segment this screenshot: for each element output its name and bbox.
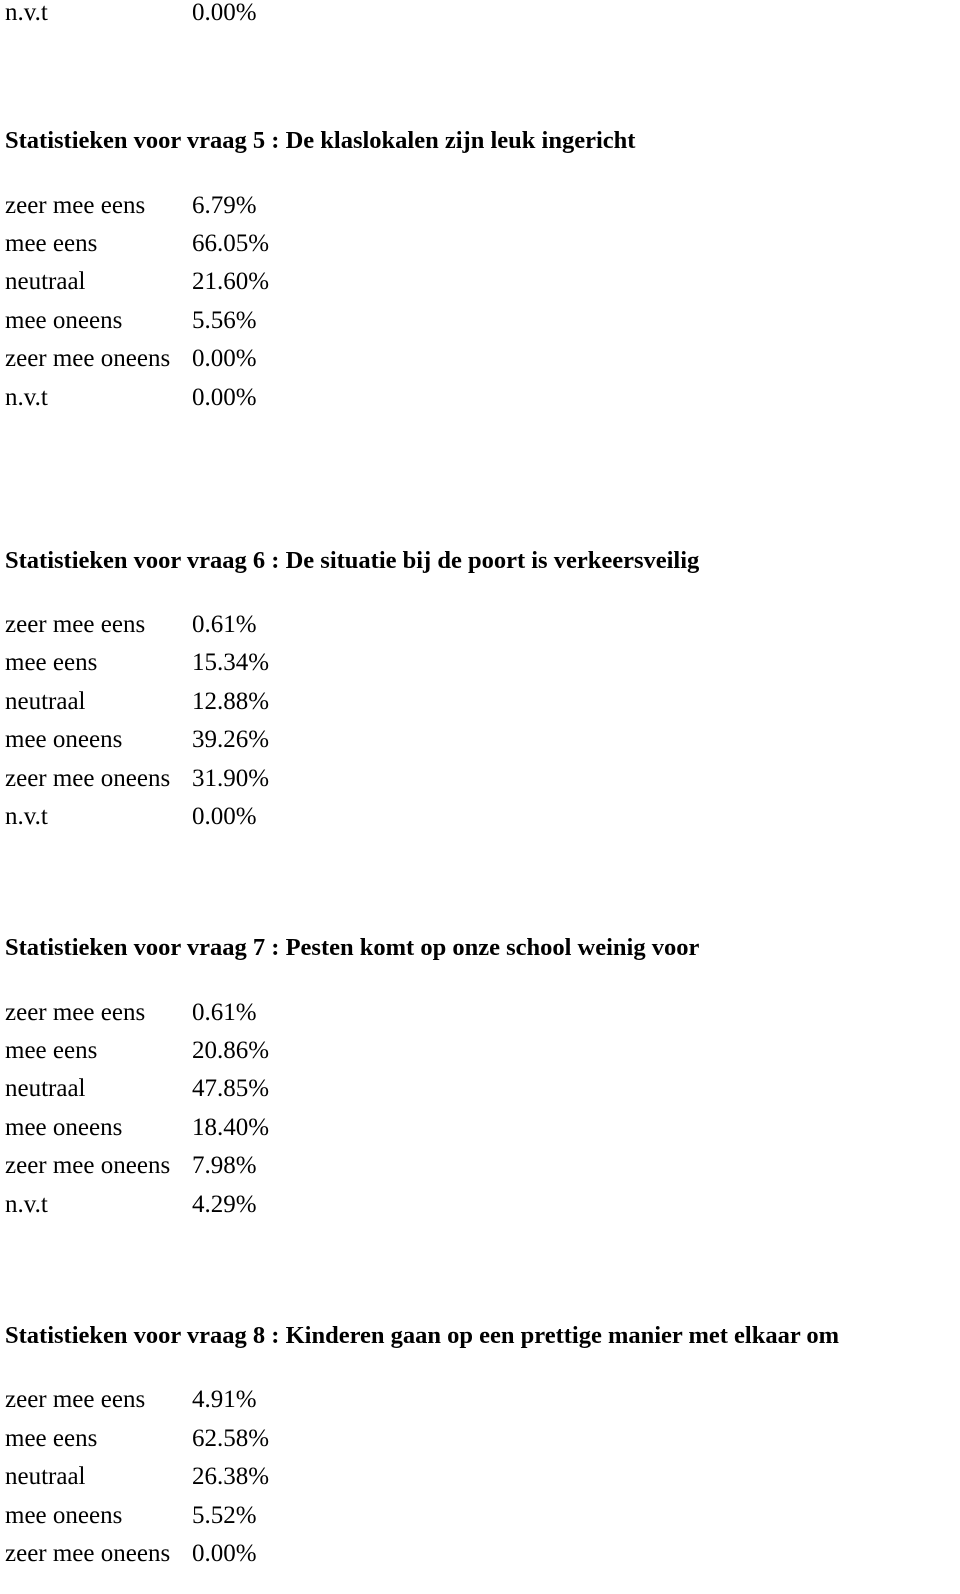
answer-percentage: 39.26% (192, 726, 270, 753)
answer-percentage: 0.00% (192, 384, 257, 411)
answer-percentage: 7.98% (192, 1152, 257, 1179)
answer-percentage: 0.61% (192, 999, 257, 1026)
section-heading: Statistieken voor vraag 8 : Kinderen gaan op een prettige manier met elkaar om (5, 1322, 840, 1349)
answer-percentage: 4.29% (192, 1191, 257, 1218)
answer-label: zeer mee oneens (5, 1540, 171, 1567)
answer-percentage: 0.00% (192, 803, 257, 830)
answer-label: zeer mee eens (5, 999, 146, 1026)
answer-percentage: 18.40% (192, 1114, 270, 1141)
answer-label: n.v.t (5, 1191, 48, 1218)
answer-label: n.v.t (5, 803, 48, 830)
answer-percentage: 66.05% (192, 230, 270, 257)
answer-label: n.v.t (5, 384, 48, 411)
answer-label: mee eens (5, 1425, 98, 1452)
answer-label: neutraal (5, 1463, 86, 1490)
answer-label: mee oneens (5, 307, 123, 334)
answer-percentage: 6.79% (192, 192, 257, 219)
answer-percentage: 12.88% (192, 688, 270, 715)
answer-percentage: 5.56% (192, 307, 257, 334)
section-heading: Statistieken voor vraag 6 : De situatie bij de poort is verkeersveilig (5, 547, 700, 574)
answer-label: zeer mee oneens (5, 765, 171, 792)
answer-label: n.v.t (5, 0, 48, 26)
answer-label: zeer mee oneens (5, 1152, 171, 1179)
answer-label: mee oneens (5, 1114, 123, 1141)
answer-label: mee eens (5, 230, 98, 257)
answer-percentage: 4.91% (192, 1386, 257, 1413)
answer-percentage: 62.58% (192, 1425, 270, 1452)
answer-percentage: 15.34% (192, 649, 270, 676)
answer-label: mee oneens (5, 1502, 123, 1529)
answer-percentage: 0.00% (192, 345, 257, 372)
answer-label: zeer mee eens (5, 611, 146, 638)
answer-percentage: 47.85% (192, 1075, 270, 1102)
answer-label: mee eens (5, 649, 98, 676)
answer-percentage: 31.90% (192, 765, 270, 792)
section-heading: Statistieken voor vraag 7 : Pesten komt op onze school weinig voor (5, 934, 700, 961)
answer-label: neutraal (5, 268, 86, 295)
answer-percentage: 0.61% (192, 611, 257, 638)
answer-percentage: 0.00% (192, 1540, 257, 1567)
answer-percentage: 5.52% (192, 1502, 257, 1529)
answer-percentage: 21.60% (192, 268, 270, 295)
answer-label: zeer mee oneens (5, 345, 171, 372)
answer-label: neutraal (5, 688, 86, 715)
answer-label: mee eens (5, 1037, 98, 1064)
answer-label: zeer mee eens (5, 1386, 146, 1413)
answer-label: neutraal (5, 1075, 86, 1102)
answer-percentage: 0.00% (192, 0, 257, 26)
answer-label: mee oneens (5, 726, 123, 753)
answer-percentage: 20.86% (192, 1037, 270, 1064)
answer-label: zeer mee eens (5, 192, 146, 219)
answer-percentage: 26.38% (192, 1463, 270, 1490)
section-heading: Statistieken voor vraag 5 : De klaslokalen zijn leuk ingericht (5, 127, 636, 154)
